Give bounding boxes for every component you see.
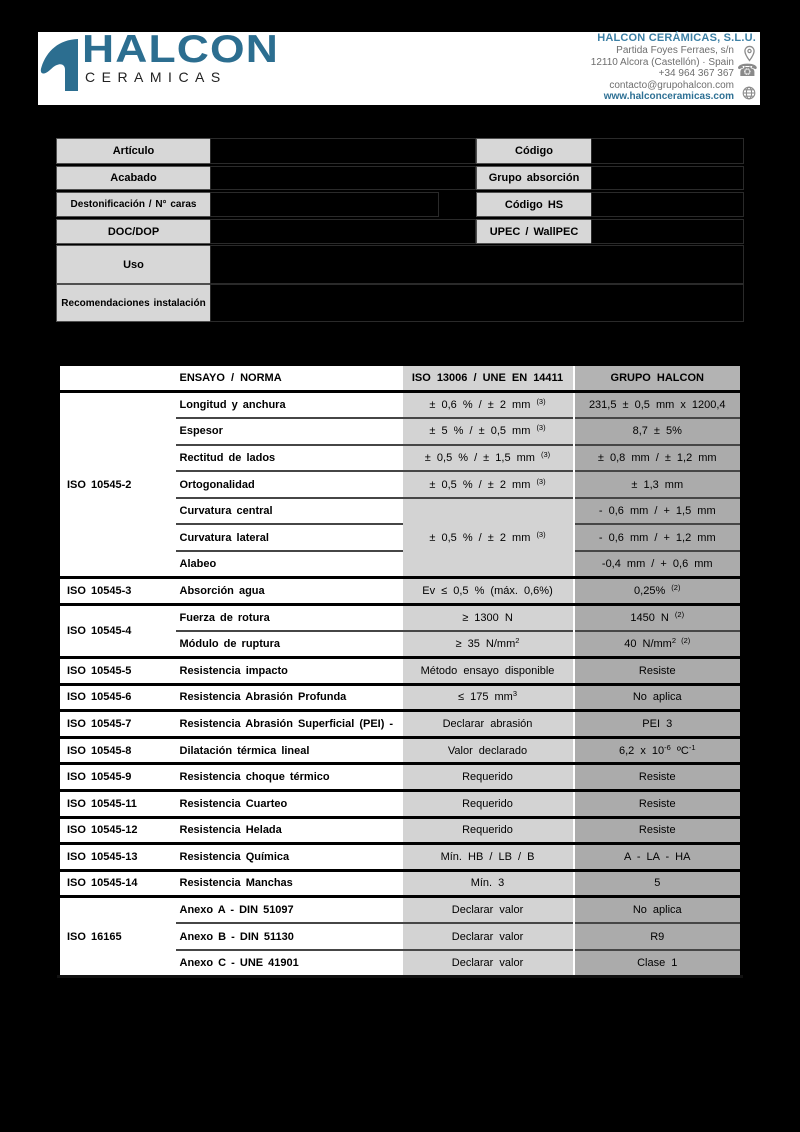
- norm-requirement-cell: Método ensayo disponible: [403, 657, 574, 684]
- norm-requirement-cell: ± 0,5 % / ± 2 mm $^{(3)}$: [403, 471, 574, 498]
- info-value-recomendaciones: [210, 284, 744, 322]
- halcon-value-cell: 40 $N/mm^{2 (2)}$: [574, 631, 742, 658]
- iso-standard-cell: ISO 10545-6: [59, 684, 176, 711]
- info-value-acabado: [210, 166, 476, 190]
- test-name-cell: Resistencia Cuarteo: [176, 790, 403, 817]
- halcon-value-cell: 8,7 ± 5%: [574, 418, 742, 445]
- info-label-recomendaciones: [56, 284, 211, 322]
- info-value-upec-wallpec: [591, 219, 744, 244]
- table-row: [59, 604, 742, 631]
- iso-standard-cell: ISO 10545-13: [59, 844, 176, 871]
- halcon-value-cell: 0,25% $^{(2)}$: [574, 578, 742, 605]
- info-label-text: Artículo: [112, 145, 155, 157]
- info-label-grupo-absorcion: [476, 166, 592, 190]
- test-name-cell: Resistencia Manchas: [176, 870, 403, 897]
- info-label-codigo-hs: [476, 192, 592, 217]
- info-label-codigo: [476, 138, 592, 164]
- info-value-doc-dop: [210, 219, 476, 244]
- info-label-destonificacion: [56, 192, 211, 217]
- halcon-value-cell: 231,5 ± 0,5 mm x 1200,4: [574, 392, 742, 419]
- halcon-value-cell: No aplica: [574, 684, 742, 711]
- norm-requirement-cell: Requerido: [403, 790, 574, 817]
- norm-requirement-cell: Declarar valor: [403, 897, 574, 924]
- test-name-cell: Módulo de ruptura: [176, 631, 403, 658]
- halcon-value-cell: 5: [574, 870, 742, 897]
- table-row: [59, 711, 742, 738]
- info-label-text: Grupo absorción: [488, 172, 580, 184]
- test-name-cell: Resistencia impacto: [176, 657, 403, 684]
- info-label-text: Código: [515, 145, 553, 157]
- halcon-value-cell: ± 1,3 mm: [574, 471, 742, 498]
- test-name-cell: Resistencia Helada: [176, 817, 403, 844]
- company-name: HALCON CERÁMICAS, S.L.U.: [597, 32, 756, 44]
- table-header-row: [59, 365, 742, 392]
- test-name-cell: Anexo A - DIN 51097: [176, 897, 403, 924]
- norm-requirement-cell: Declarar valor: [403, 950, 574, 977]
- info-value-destonificacion: [210, 192, 439, 217]
- halcon-value-cell: A - LA - HA: [574, 844, 742, 871]
- iso-standard-cell: ISO 10545-12: [59, 817, 176, 844]
- test-name-cell: Resistencia Abrasión Superficial (PEI) -: [176, 711, 403, 738]
- table-row: [59, 737, 742, 764]
- norm-requirement-cell: Declarar abrasión: [403, 711, 574, 738]
- halcon-value-cell: PEI 3: [574, 711, 742, 738]
- halcon-value-cell: Clase 1: [574, 950, 742, 977]
- norm-requirement-cell: ≥ 1300 N: [403, 604, 574, 631]
- logo-brand-text: HALCON: [82, 28, 280, 71]
- test-name-cell: Resistencia Química: [176, 844, 403, 871]
- test-name-cell: Ortogonalidad: [176, 471, 403, 498]
- table-row: [59, 684, 742, 711]
- norm-requirement-cell: Declarar valor: [403, 923, 574, 950]
- norm-requirement-cell: ≥ 35 $N/mm^2$: [403, 631, 574, 658]
- iso-standard-cell: ISO 10545-9: [59, 764, 176, 791]
- info-label-text: Acabado: [110, 172, 157, 184]
- norm-requirement-cell: Mín. HB / LB / B: [403, 844, 574, 871]
- test-name-cell: Alabeo: [176, 551, 403, 578]
- halcon-value-cell: 1450 N $^{(2)}$: [574, 604, 742, 631]
- address-line-1: Partida Foyes Ferraes, s/n: [616, 45, 734, 57]
- norm-requirement-cell: ± 0,5 % / ± 1,5 mm $^{(3)}$: [403, 445, 574, 472]
- halcon-value-cell: No aplica: [574, 897, 742, 924]
- test-name-cell: Curvatura central: [176, 498, 403, 525]
- header-ensayo-cell: ENSAYO / NORMA: [176, 365, 403, 392]
- table-row: [59, 790, 742, 817]
- info-value-articulo: [210, 138, 476, 164]
- iso-standard-cell: ISO 10545-7: [59, 711, 176, 738]
- halcon-value-cell: -0,4 mm / + 0,6 mm: [574, 551, 742, 578]
- test-name-cell: Fuerza de rotura: [176, 604, 403, 631]
- iso-standard-cell: ISO 10545-8: [59, 737, 176, 764]
- table-row: [59, 897, 742, 924]
- info-value-codigo-hs: [591, 192, 744, 217]
- globe-icon: [742, 86, 756, 100]
- test-name-cell: Curvatura lateral: [176, 524, 403, 551]
- info-label-text: DOC/DOP: [107, 225, 160, 238]
- info-label-uso: [56, 245, 211, 284]
- halcon-value-cell: R9: [574, 923, 742, 950]
- phone-icon: ☎: [736, 61, 758, 81]
- address-line-2: 12110 Alcora (Castellón) · Spain: [590, 56, 734, 68]
- norm-requirement-cell: Mín. 3: [403, 870, 574, 897]
- iso-standard-cell: ISO 10545-3: [59, 578, 176, 605]
- norm-requirement-cell: Requerido: [403, 764, 574, 791]
- norm-requirement-cell: Requerido: [403, 817, 574, 844]
- iso-standard-cell: ISO 10545-14: [59, 870, 176, 897]
- iso-standard-cell: ISO 10545-5: [59, 657, 176, 684]
- header-norma-cell: ISO 13006 / UNE EN 14411: [403, 365, 574, 392]
- halcon-value-cell: Resiste: [574, 790, 742, 817]
- test-name-cell: Resistencia choque térmico: [176, 764, 403, 791]
- test-name-cell: Anexo C - UNE 41901: [176, 950, 403, 977]
- info-value-codigo: [591, 138, 744, 164]
- test-name-cell: Longitud y anchura: [176, 392, 403, 419]
- info-label-acabado: [56, 166, 211, 190]
- table-row: [59, 817, 742, 844]
- info-value-uso: [210, 245, 744, 284]
- iso-standard-cell: ISO 10545-2: [59, 392, 176, 578]
- test-name-cell: Rectitud de lados: [176, 445, 403, 472]
- info-label-text: Recomendaciones instalación: [61, 297, 206, 309]
- test-name-cell: Absorción agua: [176, 578, 403, 605]
- halcon-value-cell: ± 0,8 mm / ± 1,2 mm: [574, 445, 742, 472]
- phone-number: +34 964 367 367: [658, 68, 734, 80]
- header-grupo-cell: GRUPO HALCON: [574, 365, 742, 392]
- falcon-logo-icon: [40, 39, 78, 91]
- info-label-text: Uso: [123, 258, 144, 271]
- info-label-text: Código HS: [504, 198, 564, 211]
- table-row: [59, 392, 742, 419]
- norm-requirement-cell: ± 5 % / ± 0,5 mm $^{(3)}$: [403, 418, 574, 445]
- test-name-cell: Resistencia Abrasión Profunda: [176, 684, 403, 711]
- iso-standard-cell: ISO 16165: [59, 897, 176, 977]
- halcon-value-cell: Resiste: [574, 817, 742, 844]
- table-row: [59, 578, 742, 605]
- test-results-table: [57, 363, 743, 978]
- iso-standard-cell: ISO 10545-11: [59, 790, 176, 817]
- info-label-text: UPEC / WallPEC: [489, 225, 579, 238]
- info-label-doc-dop: [56, 219, 211, 244]
- results-tbody: [59, 392, 742, 977]
- test-name-cell: Anexo B - DIN 51130: [176, 923, 403, 950]
- header-band: [38, 28, 760, 105]
- test-name-cell: Dilatación térmica lineal: [176, 737, 403, 764]
- halcon-value-cell: - 0,6 mm / + 1,2 mm: [574, 524, 742, 551]
- norm-requirement-cell: Valor declarado: [403, 737, 574, 764]
- halcon-value-cell: Resiste: [574, 764, 742, 791]
- halcon-value-cell: 6,2 x $10^{-6}$ ºC$^{-1}$: [574, 737, 742, 764]
- table-row: [59, 870, 742, 897]
- contact-block: [416, 33, 756, 102]
- norm-requirement-cell: ± 0,6 % / ± 2 mm $^{(3)}$: [403, 392, 574, 419]
- test-name-cell: Espesor: [176, 418, 403, 445]
- norm-requirement-cell: ± 0,5 % / ± 2 mm $^{(3)}$: [403, 498, 574, 578]
- iso-standard-cell: ISO 10545-4: [59, 604, 176, 657]
- table-row: [59, 764, 742, 791]
- logo-subtitle-text: CERAMICAS: [85, 69, 227, 85]
- website-link[interactable]: www.halconceramicas.com: [603, 91, 734, 103]
- location-pin-icon: [743, 45, 756, 62]
- norm-requirement-cell: ≤ 175 $mm^3$: [403, 684, 574, 711]
- info-label-articulo: [56, 138, 211, 164]
- info-label-upec-wallpec: [476, 219, 592, 244]
- halcon-value-cell: - 0,6 mm / + 1,5 mm: [574, 498, 742, 525]
- info-value-grupo-absorcion: [591, 166, 744, 190]
- info-label-text: Destonificación / N° caras: [70, 199, 197, 210]
- halcon-value-cell: Resiste: [574, 657, 742, 684]
- norm-requirement-cell: Ev ≤ 0,5 % (máx. 0,6%): [403, 578, 574, 605]
- email-link[interactable]: contacto@grupohalcon.com: [609, 79, 734, 91]
- table-row: [59, 844, 742, 871]
- table-row: [59, 657, 742, 684]
- header-code-cell: [59, 365, 176, 392]
